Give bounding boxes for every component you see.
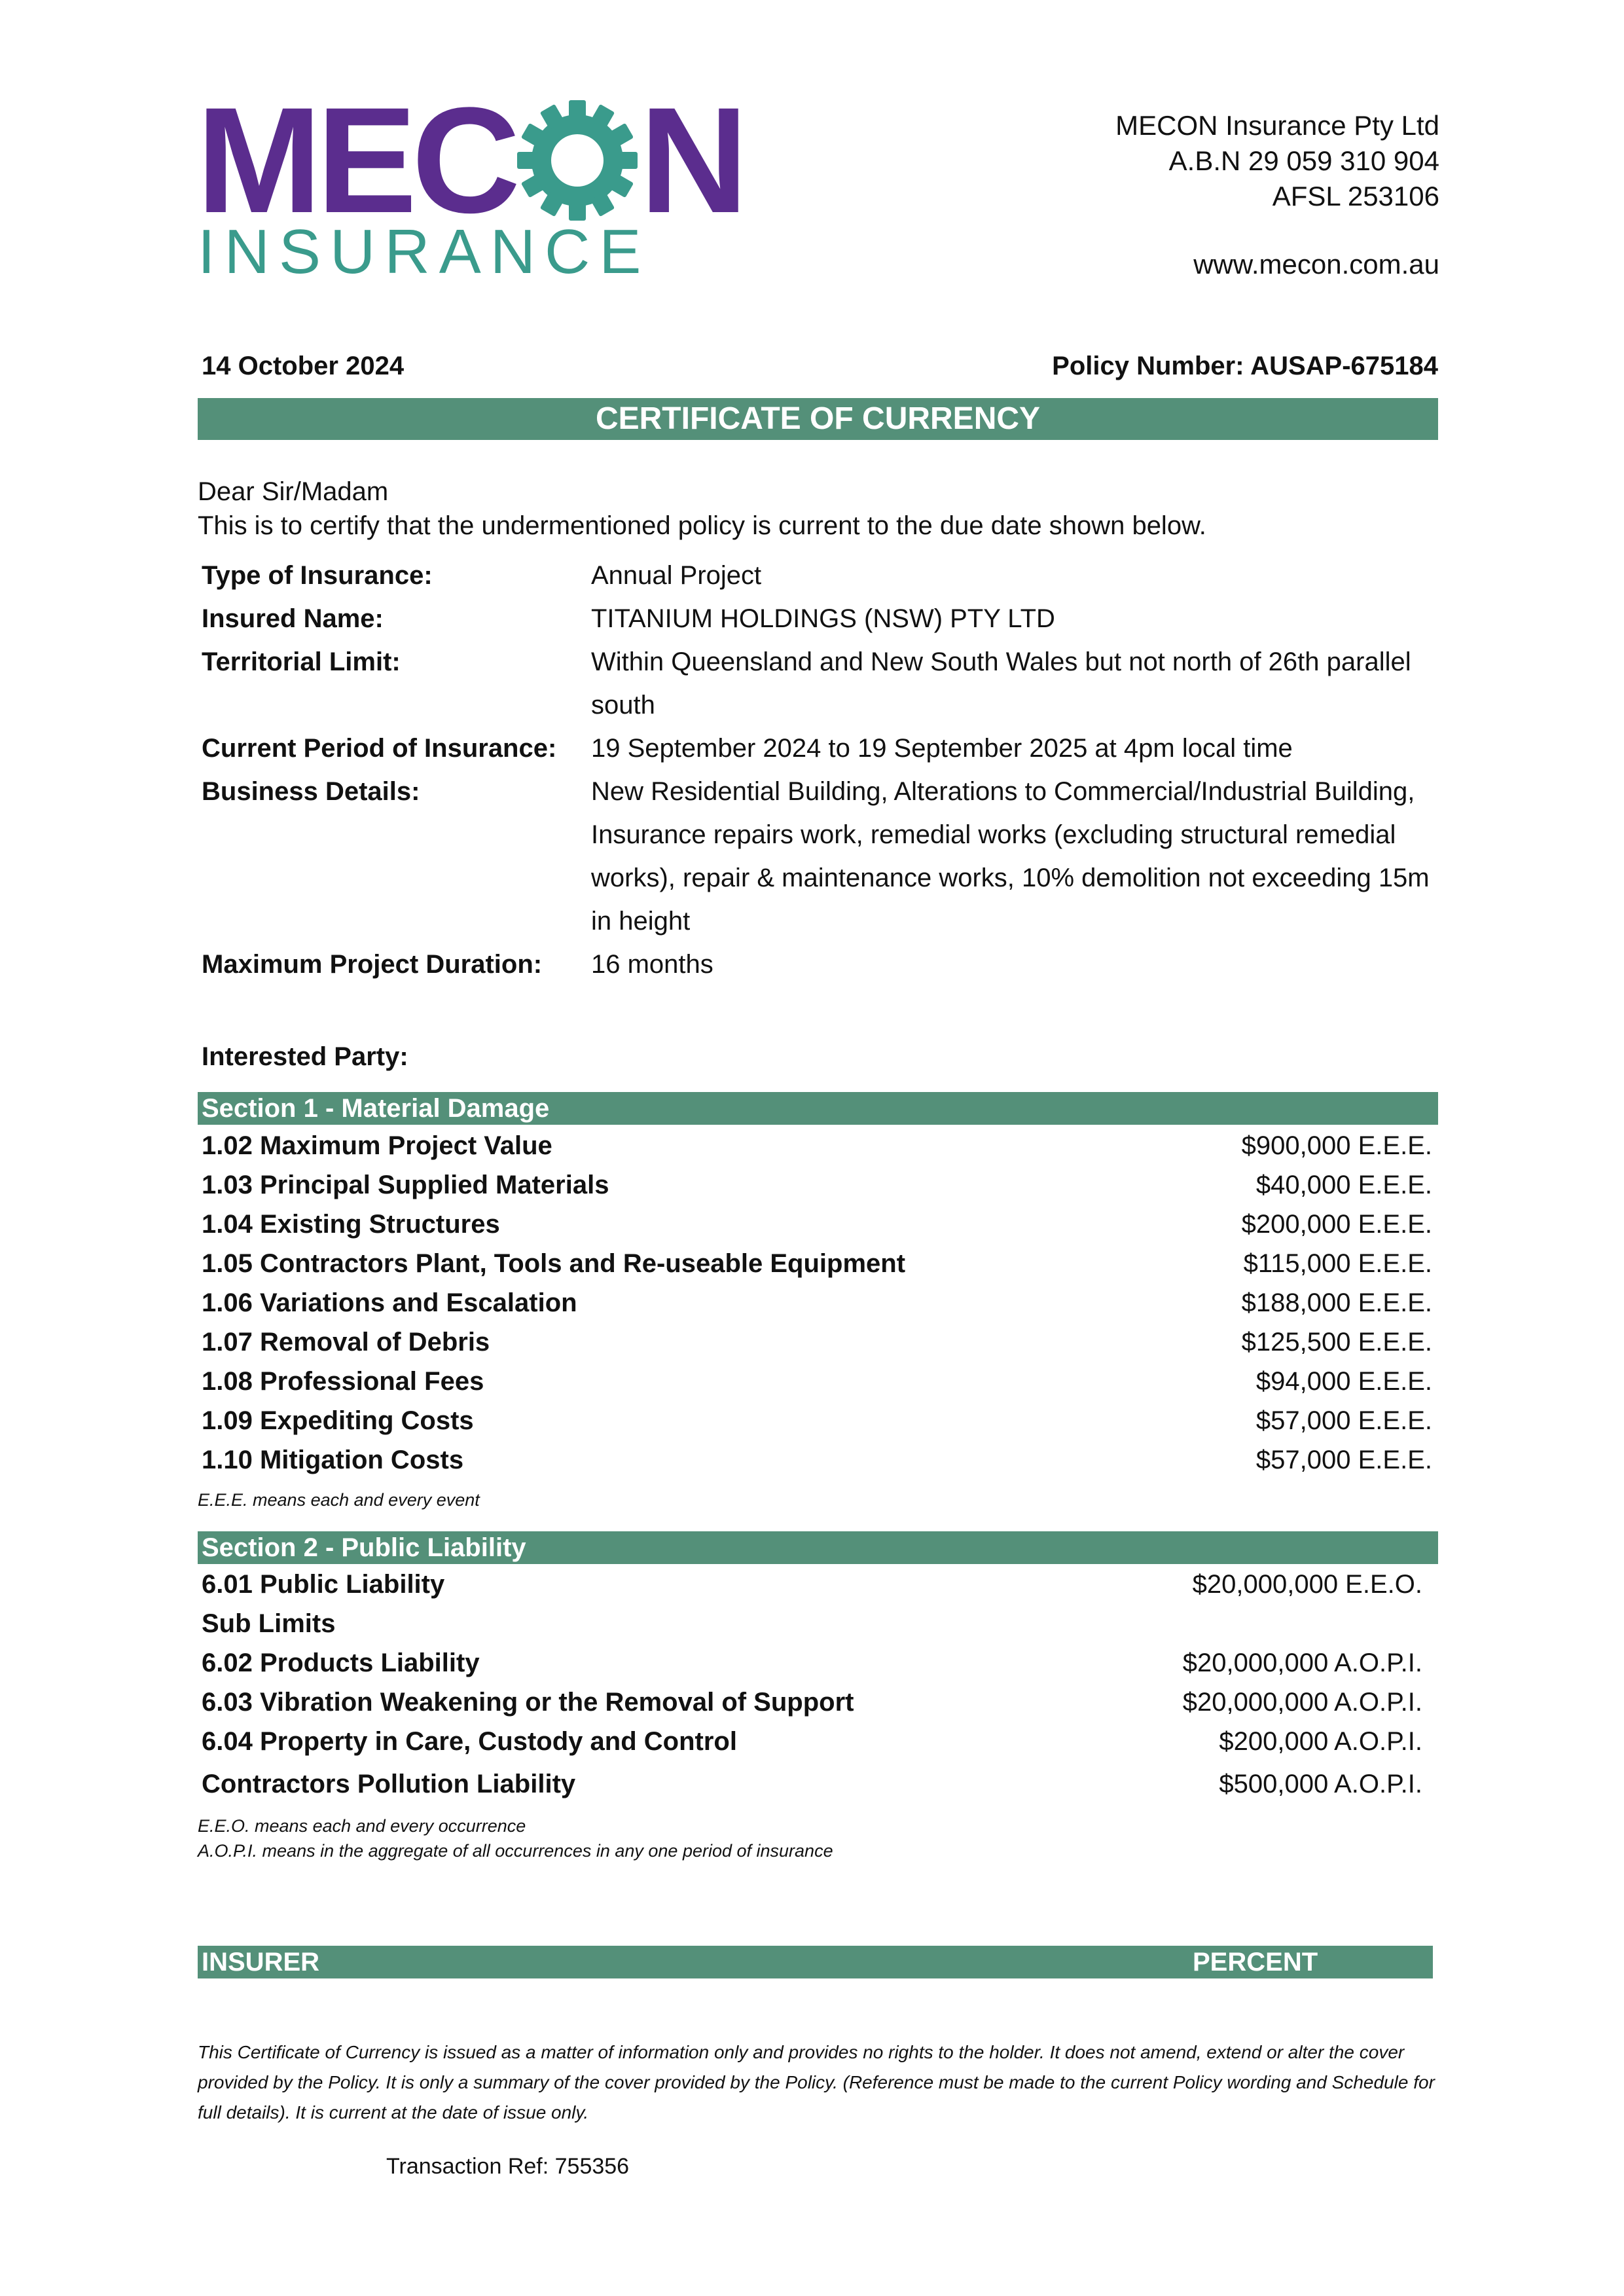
detail-label: Business Details: [202, 777, 420, 806]
item-value: $115,000 E.E.E. [1243, 1249, 1432, 1278]
detail-label: Type of Insurance: [202, 561, 433, 590]
company-name: MECON Insurance Pty Ltd [1115, 110, 1439, 141]
disclaimer: This Certificate of Currency is issued as a matter of information only and provides no rights to the holder. It does not amend, extend or alter the cover provided by the Policy. It is only a summary of the cover provided by the Policy. (Reference must be made to the current Policy wording and Schedule for full details). It is current at the date of issue only. [198, 2042, 1435, 2123]
list-item [202, 1722, 1422, 1761]
list-item [202, 1565, 1422, 1604]
detail-label: Territorial Limit: [202, 647, 401, 676]
section1-header: Section 1 - Material Damage [198, 1092, 1438, 1125]
detail-row [202, 554, 1442, 597]
company-info [1115, 108, 1439, 282]
item-label: 1.07 Removal of Debris [202, 1328, 490, 1357]
logo-wordmark [196, 76, 744, 244]
item-label: 6.03 Vibration Weakening or the Removal of Support [202, 1688, 854, 1717]
company-website[interactable]: www.mecon.com.au [1193, 249, 1439, 280]
item-value: $900,000 E.E.E. [1241, 1131, 1432, 1160]
item-value: $125,500 E.E.E. [1241, 1328, 1432, 1357]
company-afsl: AFSL 253106 [1272, 181, 1439, 211]
list-item [202, 1165, 1432, 1205]
list-item [202, 1643, 1422, 1683]
logo-mec-text: MEC [196, 76, 516, 244]
detail-row [202, 640, 1442, 727]
item-label: 6.01 Public Liability [202, 1570, 445, 1599]
detail-label: Insured Name: [202, 604, 384, 633]
gear-icon [515, 98, 640, 223]
certificate-title: CERTIFICATE OF CURRENCY [198, 398, 1438, 440]
aopi-note: A.O.P.I. means in the aggregate of all occurrences in any one period of insurance [198, 1841, 833, 1861]
insurer-column: INSURER [202, 1948, 320, 1977]
item-label: 1.06 Variations and Escalation [202, 1288, 577, 1317]
detail-row [202, 597, 1442, 640]
issue-date: 14 October 2024 [202, 352, 405, 380]
list-item [202, 1604, 1422, 1643]
interested-party-label: Interested Party: [202, 1042, 408, 1071]
list-item [202, 1283, 1432, 1322]
item-value: $40,000 E.E.E. [1255, 1171, 1432, 1199]
detail-row [202, 770, 1442, 943]
insurer-table-header [198, 1946, 1433, 1978]
detail-value: 16 months [591, 950, 713, 979]
detail-value: 19 September 2024 to 19 September 2025 at 4pm local time [591, 734, 1293, 763]
logo-n-text: N [640, 76, 744, 244]
detail-row [202, 943, 1442, 986]
item-label: 6.02 Products Liability [202, 1649, 480, 1677]
item-label: 1.05 Contractors Plant, Tools and Re-useable Equipment [202, 1249, 906, 1278]
list-item [202, 1205, 1432, 1244]
item-label: 6.04 Property in Care, Custody and Control [202, 1727, 737, 1756]
item-value: $20,000,000 A.O.P.I. [1182, 1688, 1422, 1717]
list-item [202, 1761, 1422, 1804]
greeting: Dear Sir/Madam [198, 477, 389, 506]
item-label: 1.03 Principal Supplied Materials [202, 1171, 609, 1199]
detail-label: Maximum Project Duration: [202, 950, 543, 979]
eeo-note: E.E.O. means each and every occurrence [198, 1816, 526, 1836]
item-label: Contractors Pollution Liability [202, 1770, 576, 1798]
logo-insurance-text: INSURANCE [198, 217, 651, 287]
percent-column: PERCENT [1193, 1948, 1318, 1977]
list-item [202, 1683, 1422, 1722]
list-item [202, 1126, 1432, 1165]
policy-number: Policy Number: AUSAP-675184 [1052, 352, 1438, 380]
item-value: $57,000 E.E.E. [1255, 1406, 1432, 1435]
item-label: 1.09 Expediting Costs [202, 1406, 474, 1435]
item-label: 1.10 Mitigation Costs [202, 1446, 464, 1474]
section2-header: Section 2 - Public Liability [198, 1531, 1438, 1564]
item-value: $94,000 E.E.E. [1255, 1367, 1432, 1396]
item-value: $20,000,000 A.O.P.I. [1182, 1649, 1422, 1677]
list-item [202, 1322, 1432, 1362]
section1-list [202, 1126, 1432, 1480]
certify-statement: This is to certify that the undermentioned policy is current to the due date shown below. [198, 511, 1206, 540]
transaction-ref: Transaction Ref: 755356 [386, 2154, 630, 2179]
item-value: $200,000 E.E.E. [1241, 1210, 1432, 1239]
detail-row [202, 727, 1442, 770]
detail-value: TITANIUM HOLDINGS (NSW) PTY LTD [591, 604, 1055, 633]
item-label: Sub Limits [202, 1609, 336, 1638]
section1-note: E.E.E. means each and every event [198, 1490, 480, 1510]
list-item [202, 1401, 1432, 1440]
item-label: 1.08 Professional Fees [202, 1367, 484, 1396]
list-item [202, 1362, 1432, 1401]
detail-value: New Residential Building, Alterations to Commercial/Industrial Building, Insurance repairs work, remedial works (excluding structural remedial works), repair & maintenance works, 10% demolition not exceeding 15m in height [591, 777, 1430, 936]
detail-value: Within Queensland and New South Wales but not north of 26th parallel south [591, 647, 1411, 720]
section2-notes [198, 1813, 833, 1863]
list-item [202, 1440, 1432, 1480]
intro [198, 475, 1206, 543]
list-item [202, 1244, 1432, 1283]
policy-details [202, 554, 1442, 986]
item-value: $500,000 A.O.P.I. [1219, 1770, 1422, 1798]
item-label: 1.02 Maximum Project Value [202, 1131, 552, 1160]
detail-value: Annual Project [591, 561, 762, 590]
detail-label: Current Period of Insurance: [202, 734, 557, 763]
item-value: $188,000 E.E.E. [1241, 1288, 1432, 1317]
item-value: $200,000 A.O.P.I. [1219, 1727, 1422, 1756]
section2-list [202, 1565, 1422, 1804]
item-value: $57,000 E.E.E. [1255, 1446, 1432, 1474]
company-abn: A.B.N 29 059 310 904 [1168, 145, 1439, 176]
item-value: $20,000,000 E.E.O. [1192, 1570, 1422, 1599]
item-label: 1.04 Existing Structures [202, 1210, 500, 1239]
